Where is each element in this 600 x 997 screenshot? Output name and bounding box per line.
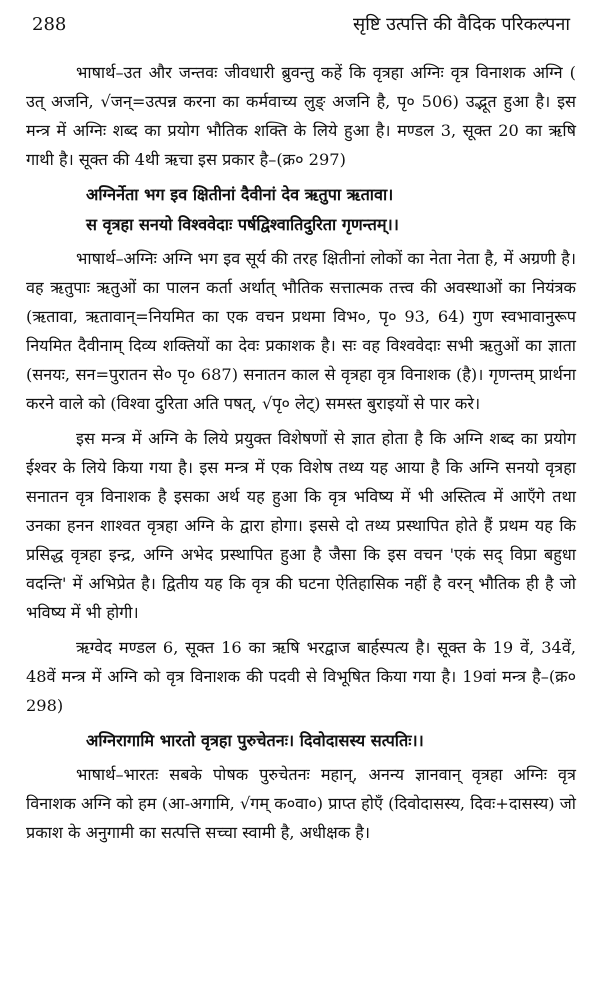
verse-kra-297 (26, 180, 576, 240)
paragraph-bhasharth-3: भाषार्थ–भारतः सबके पोषक पुरुचेतनः महान्, अनन्य ज्ञानवान् वृत्रहा अग्निः वृत्र विनाशक अग्नि को हम (आ-अगामि, √गम् क०वा०) प्राप्त होएँ (दिवोदासस्य, दिवः+दासस्य) जो प्रकाश के अनुगामी का सत्पत्ति सच्चा स्वामी है, अधीक्षक है। (26, 765, 576, 842)
paragraph-rigveda-mandal-6: ऋग्वेद मण्डल 6, सूक्त 16 का ऋषि भरद्वाज बार्हस्पत्य है। सूक्त के 19 वें, 34वें, 48वें मन्त्र में अग्नि को वृत्र विनाशक की पदवी से विभूषित किया गया है। 19वां मन्त्र है–(क्र० 298) (26, 638, 576, 715)
verse-line: अग्निर्नेता भग इव क्षितीनां दैवीनां देव ऋतुपा ऋतावा। (86, 185, 394, 204)
verse-line: अग्निरागामि भारतो वृत्रहा पुरुचेतनः। दिवोदासस्य सत्पतिः।। (86, 731, 424, 750)
verse-kra-298 (26, 726, 576, 756)
running-title: सृष्टि उत्पत्ति की वैदिक परिकल्पना (353, 14, 570, 35)
paragraph-bhasharth-2: भाषार्थ–अग्निः अग्नि भग इव सूर्य की तरह क्षितीनां लोकों का नेता नेता है, में अग्रणी है। वह ऋतुपाः ऋतुओं का पालन कर्ता अर्थात् भौतिक सत्तात्मक तत्त्व की अवस्थाओं का नियंत्रक (ऋतावा, ऋतावान्=नियमित का एक वचन प्रथमा विभ०, पृ० 93, 64) गुण स्वभावानुरूप नियमित दैवीनाम् दिव्य शक्तियों का देवः प्रकाशक है। सः वह विश्ववेदाः सभी ऋतुओं का ज्ञाता (सनयः, सन=पुरातन से० पृ० 687) सनातन काल से वृत्रहा वृत्र विनाशक (है)। गृणन्तम् प्रार्थना करने वाले को (विश्वा दुरिता अति पषत्, √पृ० लेट्) समस्त बुराइयों से पार करे। (26, 249, 576, 413)
page-content (26, 58, 576, 847)
paragraph-bhasharth-1: भाषार्थ–उत और जन्तवः जीवधारी ब्रुवन्तु कहें कि वृत्रहा अग्निः वृत्र विनाशक अग्नि ( उत् अजनि, √जन्=उत्पन्न करना का कर्मवाच्य लुङ् अजनि है, पृ० 506) उद्भूत हुआ है। इस मन्त्र में अग्निः शब्द का प्रयोग भौतिक शक्ति के लिये हुआ है। मण्डल 3, सूक्त 20 का ऋषि गाथी है। सूक्त की 4थी ऋचा इस प्रकार है–(क्र० 297) (26, 63, 576, 169)
paragraph-commentary: इस मन्त्र में अग्नि के लिये प्रयुक्त विशेषणों से ज्ञात होता है कि अग्नि शब्द का प्रयोग ईश्वर के लिये किया गया है। इस मन्त्र में एक विशेष तथ्य यह आया है कि अग्नि सनयो वृत्रहा सनातन वृत्र विनाशक है इसका अर्थ यह हुआ कि वृत्र भविष्य में भी अस्तित्व में आएँगे तथा उनका हनन शाश्वत वृत्रहा अग्नि के द्वारा होगा। इससे दो तथ्य प्रस्थापित होते हैं प्रथम यह कि प्रसिद्ध वृत्रहा इन्द्र, अग्नि अभेद प्रस्थापित हुआ है जैसा कि इस वचन 'एकं सद् विप्रा बहुधा वदन्ति' में अभिप्रेत है। द्वितीय यह कि वृत्र की घटना ऐतिहासिक नहीं है वरन् भौतिक ही है जो भविष्य में भी होगी। (26, 429, 576, 622)
verse-line: स वृत्रहा सनयो विश्ववेदाः पर्षद्विश्वातिदुरिता गृणन्तम्।। (86, 215, 399, 234)
page-header (26, 10, 576, 40)
page-number: 288 (32, 14, 67, 35)
